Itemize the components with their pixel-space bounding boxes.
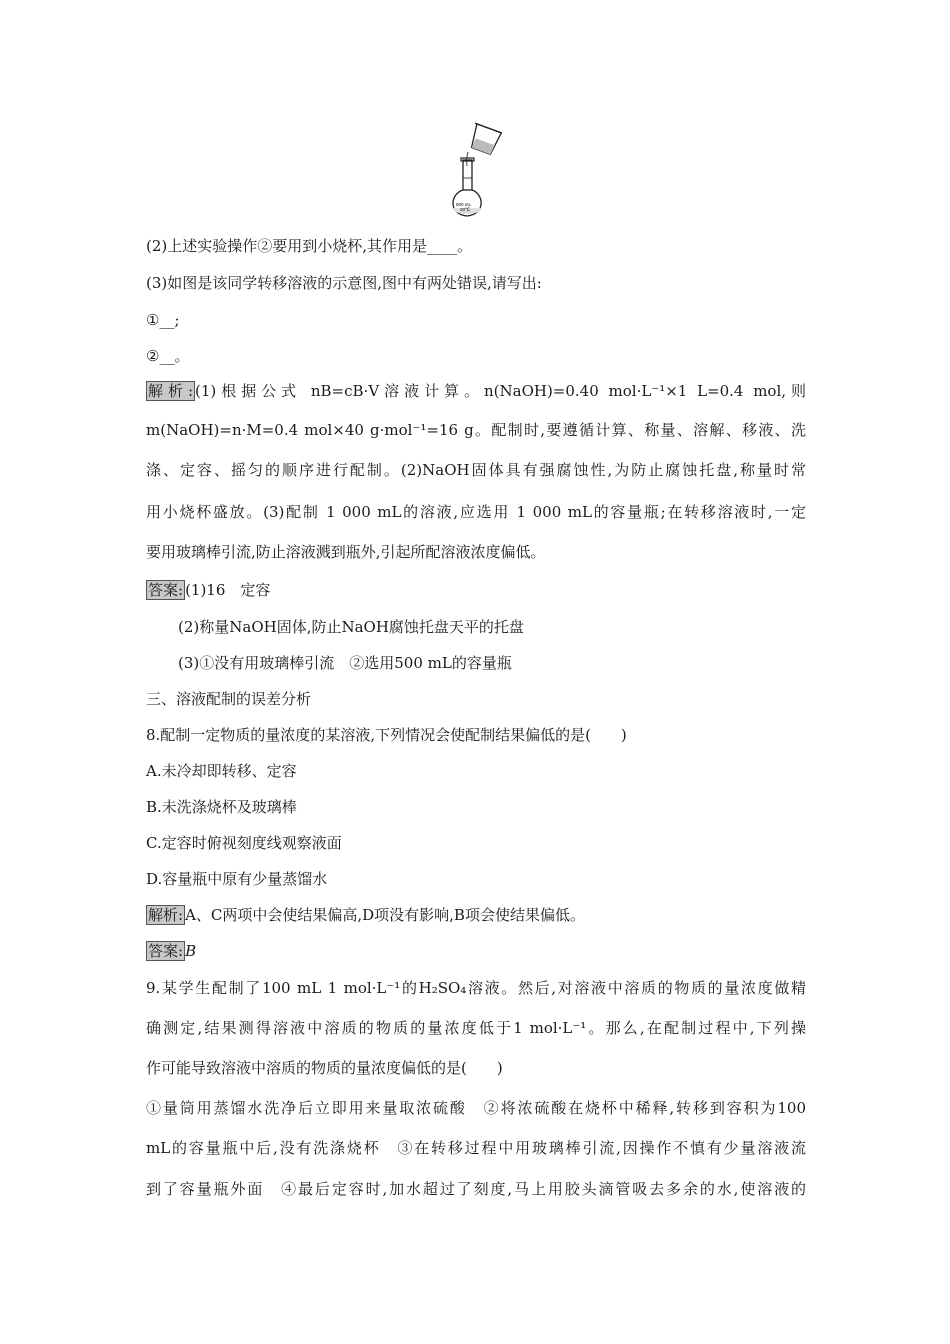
answer-1-line-1: 答案: (1)16 定容 xyxy=(148,581,271,599)
question-8-option-b: B.未洗涤烧杯及玻璃棒 xyxy=(146,798,297,816)
analysis-tag: 解析: xyxy=(148,382,194,400)
analysis-8: 解析: A、C两项中会使结果偏高,D项没有影响,B项会使结果偏低。 xyxy=(148,906,585,924)
answer-8: 答案: B xyxy=(148,942,197,960)
question-8-option-a: A.未冷却即转移、定容 xyxy=(146,762,297,780)
question-3-blank-1: ①__; xyxy=(146,311,180,329)
analysis-1-line-5: 要用玻璃棒引流,防止溶液溅到瓶外,引起所配溶液浓度偏低。 xyxy=(146,543,546,561)
question-3-blank-2: ②__。 xyxy=(146,347,190,365)
analysis-1-line-4: 用小烧杯盛放。(3)配制 1 000 mL的溶液,应选用 1 000 mL的容量瓶;在转移溶液时,一定 xyxy=(146,503,806,521)
question-9-line-4: ①量筒用蒸馏水洗净后立即用来量取浓硫酸 ②将浓硫酸在烧杯中稀释,转移到容积为100 xyxy=(146,1099,806,1117)
question-8-option-c: C.定容时俯视刻度线观察液面 xyxy=(146,834,342,852)
question-8-option-d: D.容量瓶中原有少量蒸馏水 xyxy=(146,870,328,888)
answer-1-line-2: (2)称量NaOH固体,防止NaOH腐蚀托盘天平的托盘 xyxy=(178,618,524,636)
question-3: (3)如图是该同学转移溶液的示意图,图中有两处错误,请写出: xyxy=(146,274,542,292)
question-9-line-6: 到了容量瓶外面 ④最后定容时,加水超过了刻度,马上用胶头滴管吸去多余的水,使溶液的 xyxy=(146,1180,806,1198)
section-heading: 三、溶液配制的误差分析 xyxy=(146,690,312,708)
flask-label: 500 mL xyxy=(456,202,472,207)
question-9-line-5: mL的容量瓶中后,没有洗涤烧杯 ③在转移过程中用玻璃棒引流,因操作不慎有少量溶液流 xyxy=(146,1139,806,1157)
question-8: 8.配制一定物质的量浓度的某溶液,下列情况会使配制结果偏低的是( ) xyxy=(146,726,627,744)
question-9-line-1: 9.某学生配制了100 mL 1 mol·L⁻¹的H₂SO₄溶液。然后,对溶液中溶质的物质的量浓度做精 xyxy=(146,979,806,997)
answer-tag: 答案: xyxy=(148,942,184,960)
answer-tag: 答案: xyxy=(148,581,184,599)
question-2: (2)上述实验操作②要用到小烧杯,其作用是____。 xyxy=(146,237,473,255)
answer-1-line-3: (3)①没有用玻璃棒引流 ②选用500 mL的容量瓶 xyxy=(178,654,512,672)
analysis-1-line-3: 涤、定容、摇匀的顺序进行配制。(2)NaOH固体具有强腐蚀性,为防止腐蚀托盘,称量时常 xyxy=(146,461,806,479)
analysis-1-line-2: m(NaOH)=n·M=0.4 mol×40 g·mol⁻¹=16 g。配制时,要遵循计算、称量、溶解、移液、洗 xyxy=(146,421,806,439)
question-9-line-2: 确测定,结果测得溶液中溶质的物质的量浓度低于1 mol·L⁻¹。那么,在配制过程中,下列操 xyxy=(146,1019,806,1037)
question-9-line-3: 作可能导致溶液中溶质的物质的量浓度偏低的是( ) xyxy=(146,1059,503,1077)
analysis-tag: 解析: xyxy=(148,906,184,924)
flask-temp-label: 20℃ xyxy=(460,207,471,212)
volumetric-flask-transfer-figure xyxy=(446,122,502,220)
analysis-1-line-1: 解析: (1)根据公式 nB=cB·V溶液计算。n(NaOH)=0.40 mol·L⁻¹×1 L=0.4 mol,则 xyxy=(148,382,807,400)
